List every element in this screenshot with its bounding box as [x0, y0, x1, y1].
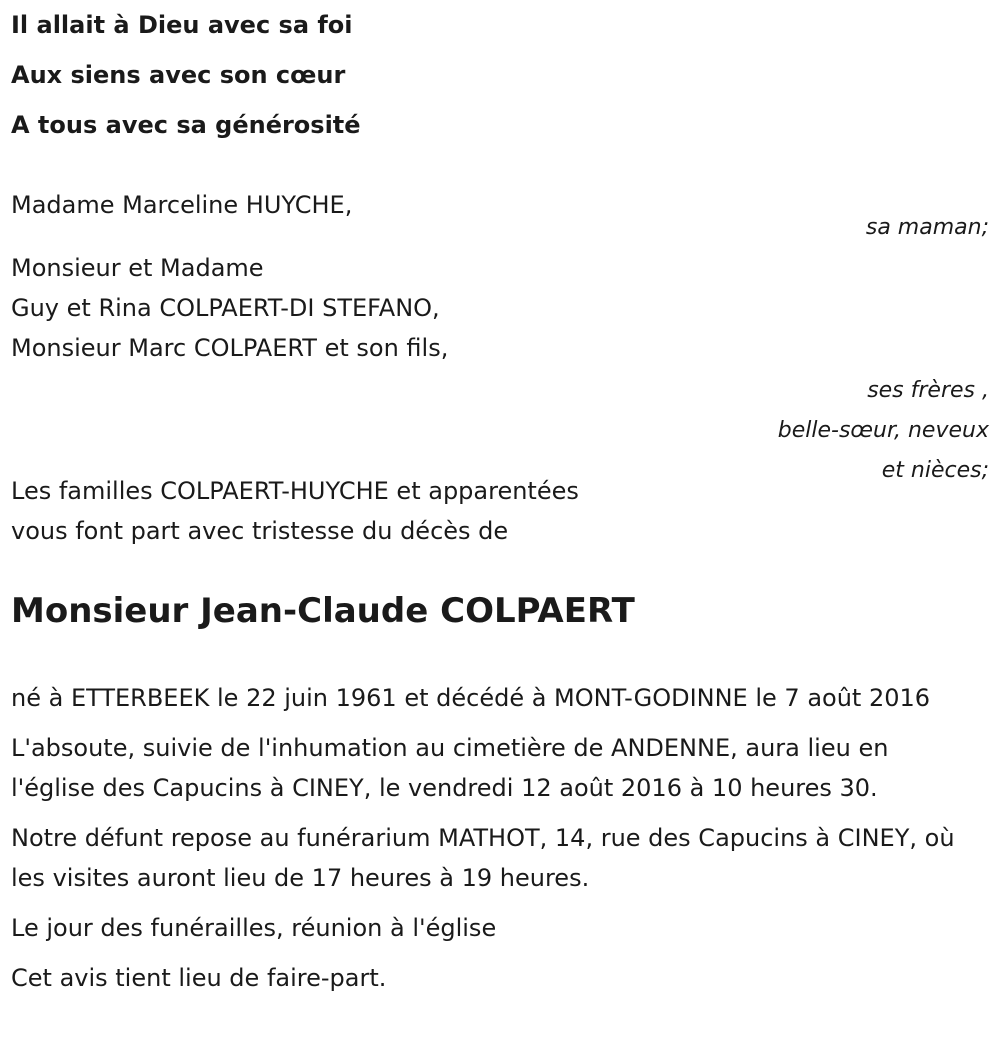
mother-relation: sa maman;: [865, 215, 989, 240]
memorial-verse: [11, 0, 361, 150]
families-line-2: vous font part avec tristesse du décès de: [11, 517, 509, 545]
birth-death-paragraph: né à ETTERBEEK le 22 juin 1961 et décédé à MONT-GODINNE le 7 août 2016: [11, 684, 931, 712]
funeral-ceremony-paragraph: L'absoute, suivie de l'inhumation au cimetière de ANDENNE, aura lieu en l'église des Capucins à CINEY, le vendredi 12 août 2016 à 10 heures 30.: [11, 734, 889, 802]
mother-block: [11, 185, 991, 249]
siblings-relation-3: et nièces;: [881, 458, 989, 483]
meeting-paragraph: Le jour des funérailles, réunion à l'église: [11, 914, 497, 942]
siblings-relation-2: belle-sœur, neveux: [777, 418, 989, 443]
siblings-line-3: Monsieur Marc COLPAERT et son fils,: [11, 334, 449, 362]
siblings-line-1: Monsieur et Madame: [11, 254, 264, 282]
notice-paragraph: Cet avis tient lieu de faire-part.: [11, 964, 387, 992]
siblings-relation-1: ses frères ,: [867, 378, 989, 403]
families-block: [11, 471, 991, 551]
visitation-paragraph: Notre défunt repose au funérarium MATHOT, 14, rue des Capucins à CINEY, où les visites auront lieu de 17 heures à 19 heures.: [11, 824, 955, 892]
verse-line-2: Aux siens avec son cœur: [11, 61, 346, 89]
details-block: [11, 678, 971, 998]
siblings-block: [11, 248, 991, 491]
deceased-name: Monsieur Jean-Claude COLPAERT: [11, 591, 635, 631]
verse-line-3: A tous avec sa générosité: [11, 111, 361, 139]
verse-line-1: Il allait à Dieu avec sa foi: [11, 11, 353, 39]
families-line-1: Les familles COLPAERT-HUYCHE et apparentées: [11, 477, 579, 505]
siblings-line-2: Guy et Rina COLPAERT-DI STEFANO,: [11, 294, 440, 322]
mother-name: Madame Marceline HUYCHE,: [11, 191, 353, 219]
